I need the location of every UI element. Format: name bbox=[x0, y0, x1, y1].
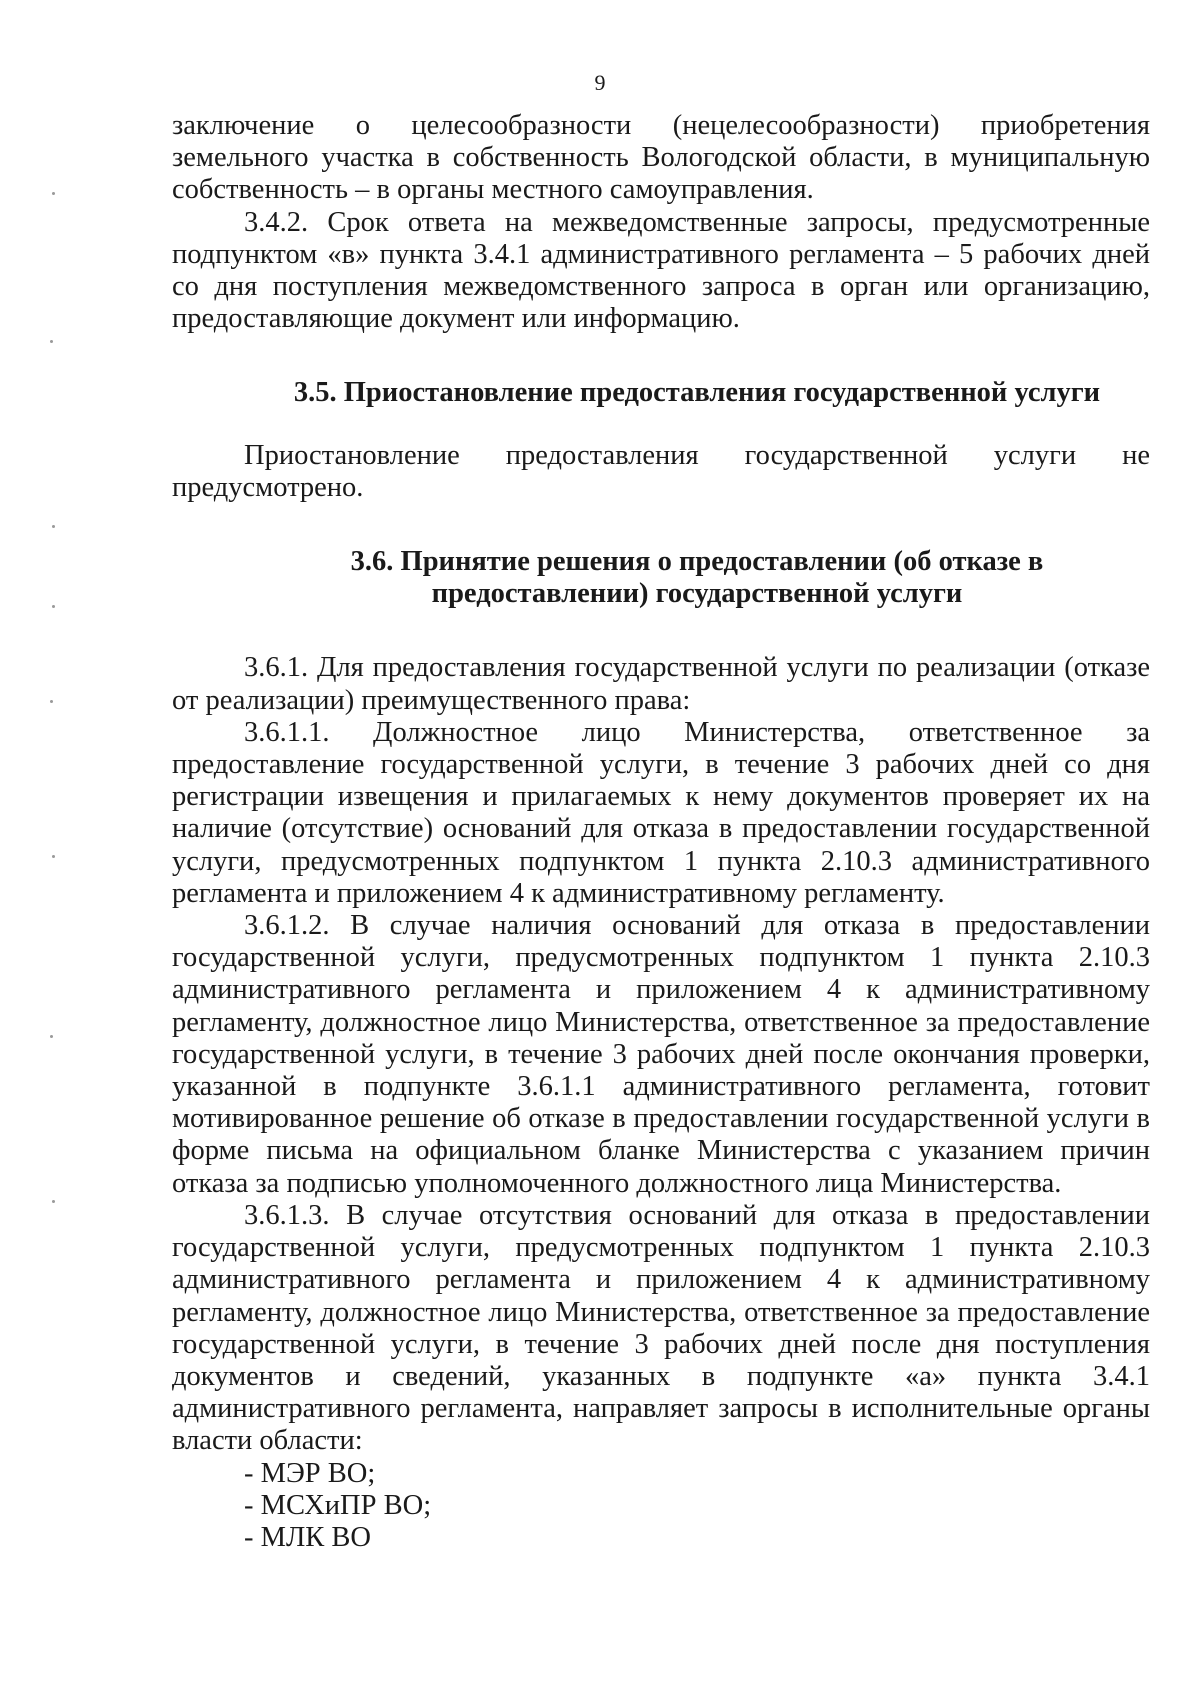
section-3-6-heading-line1: 3.6. Принятие решения о предоставлении (об отказе в bbox=[350, 546, 1044, 578]
scan-speck bbox=[50, 700, 53, 703]
scan-speck bbox=[52, 1200, 55, 1203]
paragraph-3-6-1-1: 3.6.1.1. Должностное лицо Министерства, ответственное за предоставление государственной услуги, в течение 3 рабочих дней со дня регистрации извещения и прилагаемых к нему документов проверяет их на наличие (отсутствие) оснований для отказа в предоставлении государственной услуги, предусмотренных подпунктом 1 пункта 2.10.3 административного регламента и приложением 4 к административному регламенту. bbox=[172, 716, 1150, 909]
paragraph-3-6-1: 3.6.1. Для предоставления государственной услуги по реализации (отказе от реализации) преимущественного права: bbox=[172, 652, 1150, 716]
section-3-5-heading: 3.5. Приостановление предоставления государственной услуги bbox=[293, 377, 1101, 409]
scan-speck bbox=[52, 855, 55, 858]
paragraph-3-6-1-2: 3.6.1.2. В случае наличия оснований для отказа в предоставлении государственной услуги, предусмотренных подпунктом 1 пункта 2.10.3 административного регламента и приложением 4 к административному регламенту, должностное лицо Министерства, ответственное за предоставление государственной услуги, в течение 3 рабочих дней после окончания проверки, указанной в подпункте 3.6.1.1 административного регламента, готовит мотивированное решение об отказе в предоставлении государственной услуги в форме письма на официальном бланке Министерства с указанием причин отказа за подписью уполномоченного должностного лица Министерства. bbox=[172, 910, 1150, 1199]
scan-speck bbox=[50, 340, 53, 343]
section-3-6-heading-line2: предоставлении) государственной услуги bbox=[431, 578, 963, 610]
scan-speck bbox=[52, 192, 55, 195]
section-3-5-text: Приостановление предоставления государственной услуги не предусмотрено. bbox=[172, 439, 1150, 503]
paragraph-3-4-2: 3.4.2. Срок ответа на межведомственные запросы, предусмотренные подпунктом «в» пункта 3.4.1 административного регламента – 5 рабочих дней со дня поступления межведомственного запроса в орган или организацию, предоставляющие документ или информацию. bbox=[172, 206, 1150, 335]
list-item: - МЛК ВО bbox=[244, 1521, 372, 1553]
scan-speck bbox=[52, 605, 55, 608]
authorities-list bbox=[172, 1458, 1150, 1555]
page-body bbox=[172, 110, 1150, 1554]
page-number: 9 bbox=[594, 70, 606, 95]
scan-speck bbox=[50, 1035, 53, 1038]
list-item: - МСХиПР ВО; bbox=[244, 1489, 432, 1521]
paragraph-conclusion: заключение о целесообразности (нецелесообразности) приобретения земельного участка в собственность Вологодской области, в муниципальную собственность – в органы местного самоуправления. bbox=[172, 110, 1150, 206]
paragraph-3-6-1-3: 3.6.1.3. В случае отсутствия оснований для отказа в предоставлении государственной услуги, предусмотренных подпунктом 1 пункта 2.10.3 административного регламента и приложением 4 к административному регламенту, должностное лицо Министерства, ответственное за предоставление государственной услуги, в течение 3 рабочих дней после дня поступления документов и сведений, указанных в подпункте «а» пункта 3.4.1 административного регламента, направляет запросы в исполнительные органы власти области: bbox=[172, 1199, 1150, 1457]
scan-speck bbox=[52, 525, 55, 528]
section-3-6-heading bbox=[172, 546, 1150, 610]
list-item: - МЭР ВО; bbox=[244, 1457, 376, 1489]
